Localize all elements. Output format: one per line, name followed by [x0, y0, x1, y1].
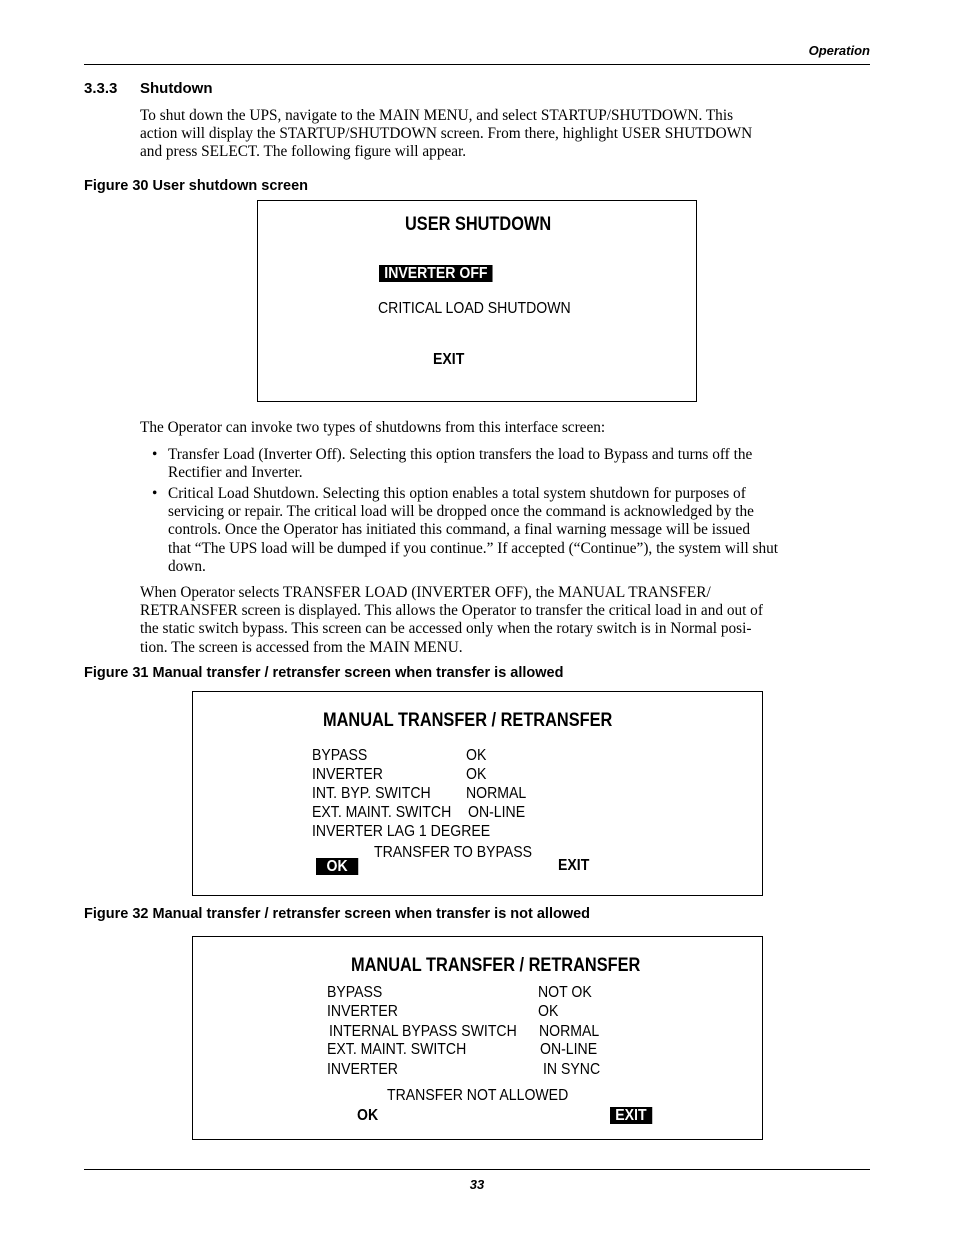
exit-label: EXIT — [610, 1107, 652, 1124]
status-label: BYPASS — [312, 747, 368, 764]
ok-button[interactable] — [316, 858, 358, 876]
manual-transfer-allowed-screen — [192, 691, 763, 896]
critical-load-shutdown-option[interactable]: CRITICAL LOAD SHUTDOWN — [378, 300, 571, 317]
ok-label: OK — [316, 858, 358, 875]
status-value: OK — [538, 1003, 559, 1020]
status-label: INT. BYP. SWITCH — [312, 785, 431, 802]
running-header: Operation — [808, 43, 870, 58]
status-value: IN SYNC — [543, 1061, 601, 1078]
status-label: EXT. MAINT. SWITCH — [327, 1041, 467, 1058]
ok-button[interactable]: OK — [357, 1107, 379, 1124]
header-rule — [84, 64, 870, 65]
manual-transfer-not-allowed-screen — [192, 936, 763, 1140]
footer-rule — [84, 1169, 870, 1170]
intro-line: and press SELECT. The following figure will appear. — [140, 143, 467, 161]
bullet-line: Rectifier and Inverter. — [168, 464, 303, 482]
bullet-line: down. — [168, 557, 206, 575]
screen-title: MANUAL TRANSFER / RETRANSFER — [323, 710, 613, 731]
status-value: OK — [466, 766, 487, 783]
status-label: INVERTER — [327, 1003, 398, 1020]
inverter-off-label: INVERTER OFF — [379, 265, 493, 282]
intro-line: action will display the STARTUP/SHUTDOWN screen. From there, highlight USER SHUTDOWN — [140, 125, 753, 143]
inverter-off-option[interactable] — [379, 265, 493, 283]
exit-button[interactable] — [610, 1107, 652, 1125]
status-label: INVERTER — [312, 766, 383, 783]
status-value: OK — [466, 747, 487, 764]
transfer-line: When Operator selects TRANSFER LOAD (INVERTER OFF), the MANUAL TRANSFER/ — [140, 584, 711, 601]
status-value: ON-LINE — [540, 1041, 598, 1058]
screen-title: USER SHUTDOWN — [405, 214, 552, 235]
transfer-line: tion. The screen is accessed from the MAIN MENU. — [140, 638, 463, 656]
status-label: EXT. MAINT. SWITCH — [312, 804, 452, 821]
section-number: 3.3.3 — [84, 80, 118, 97]
bullet-item — [152, 485, 870, 580]
bullet-line: Transfer Load (Inverter Off). Selecting this option transfers the load to Bypass and turns off the — [168, 446, 753, 463]
intro-line: To shut down the UPS, navigate to the MAIN MENU, and select STARTUP/SHUTDOWN. This — [140, 107, 734, 124]
bullet-item — [152, 446, 870, 486]
status-value: ON-LINE — [468, 804, 526, 821]
figure-32-caption: Figure 32 Manual transfer / retransfer screen when transfer is not allowed — [84, 906, 591, 922]
figure-31-caption: Figure 31 Manual transfer / retransfer screen when transfer is allowed — [84, 665, 564, 681]
intro-paragraph — [140, 107, 870, 162]
figure-30-caption: Figure 30 User shutdown screen — [84, 178, 309, 194]
exit-button[interactable]: EXIT — [558, 857, 590, 874]
transfer-line: the static switch bypass. This screen can be accessed only when the rotary switch is in Normal posi- — [140, 620, 752, 638]
transfer-status: TRANSFER NOT ALLOWED — [387, 1087, 569, 1104]
status-label: INVERTER — [327, 1061, 398, 1078]
bullet-line: that “The UPS load will be dumped if you continue.” If accepted (“Continue”), the system will shut — [168, 539, 779, 557]
bullet-line: servicing or repair. The critical load will be dropped once the command is acknowledged by the — [168, 503, 754, 521]
transfer-action: TRANSFER TO BYPASS — [374, 844, 533, 861]
status-label: INTERNAL BYPASS SWITCH — [329, 1023, 517, 1040]
bullet-dot: • — [152, 446, 158, 463]
inverter-lag: INVERTER LAG 1 DEGREE — [312, 823, 491, 840]
bullet-line: controls. Once the Operator has initiated this command, a final warning message will be issued — [168, 521, 750, 539]
types-intro: The Operator can invoke two types of shutdowns from this interface screen: — [140, 419, 606, 436]
exit-option[interactable]: EXIT — [433, 351, 465, 368]
page-number: 33 — [469, 1177, 485, 1192]
transfer-line: RETRANSFER screen is displayed. This allows the Operator to transfer the critical load in and out of — [140, 602, 763, 620]
status-value: NORMAL — [466, 785, 527, 802]
status-value: NOT OK — [538, 984, 592, 1001]
screen-title: MANUAL TRANSFER / RETRANSFER — [351, 955, 641, 976]
user-shutdown-screen — [257, 200, 697, 402]
status-label: BYPASS — [327, 984, 383, 1001]
bullet-line: Critical Load Shutdown. Selecting this option enables a total system shutdown for purposes of — [168, 485, 746, 502]
transfer-paragraph — [140, 584, 870, 657]
bullet-dot: • — [152, 485, 158, 502]
status-value: NORMAL — [539, 1023, 600, 1040]
section-title: Shutdown — [140, 80, 213, 97]
